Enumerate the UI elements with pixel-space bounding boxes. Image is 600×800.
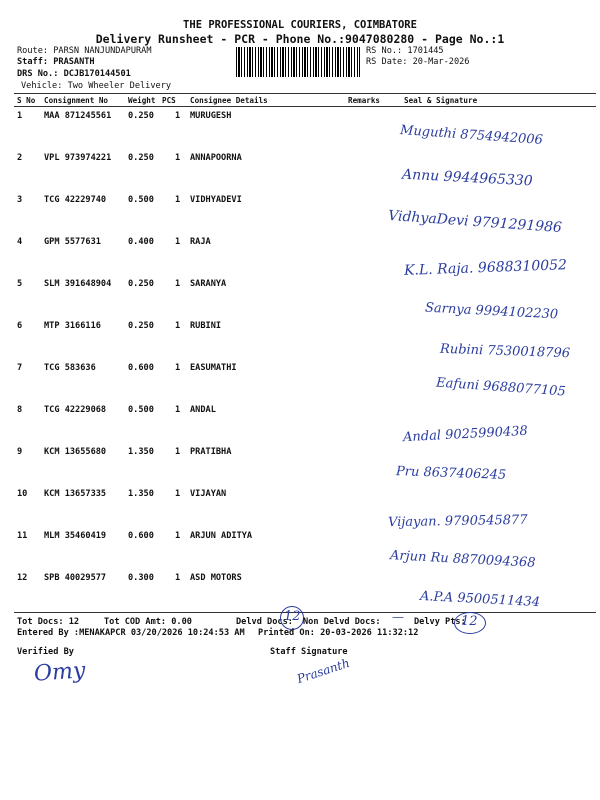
handwritten-signature: Rubini 7530018796	[439, 341, 571, 362]
handwritten-signature: Arjun Ru 8870094368	[389, 548, 536, 571]
header-bottom-rule	[14, 106, 596, 107]
row-consignment: TCG 583636	[44, 363, 96, 373]
row-consignee: SARANYA	[190, 279, 227, 289]
row-pcs: 1	[175, 153, 181, 163]
entered-by: Entered By :MENAKAPCR 03/20/2026 10:24:53 AM	[17, 628, 245, 638]
col-consignee: Consignee Details	[190, 96, 268, 105]
non-delivered-docs-handwritten: —	[392, 610, 404, 624]
handwritten-signature: Andal 9025990438	[402, 423, 529, 446]
row-consignee: ASD MOTORS	[190, 573, 242, 583]
row-weight: 0.250	[128, 153, 154, 163]
col-weight: Weight	[128, 96, 156, 105]
row-weight: 0.300	[128, 573, 154, 583]
handwritten-signature: K.L. Raja. 9688310052	[403, 257, 568, 279]
table-row	[0, 447, 600, 489]
handwritten-signature: Muguthi 8754942006	[399, 123, 544, 148]
row-pcs: 1	[175, 279, 181, 289]
row-weight: 0.250	[128, 321, 154, 331]
company-name: THE PROFESSIONAL COURIERS, COIMBATORE	[183, 19, 417, 31]
row-pcs: 1	[175, 405, 181, 415]
row-pcs: 1	[175, 363, 181, 373]
row-consignment: MTP 3166116	[44, 321, 101, 331]
row-sno: 1	[17, 111, 23, 121]
handwritten-signature: Eafuni 9688077105	[435, 375, 567, 400]
row-consignee: VIDHYADEVI	[190, 195, 242, 205]
row-sno: 2	[17, 153, 23, 163]
row-consignee: PRATIBHA	[190, 447, 232, 457]
row-consignee: ARJUN ADITYA	[190, 531, 253, 541]
rs-number: RS No.: 1701445	[366, 46, 444, 56]
row-weight: 0.400	[128, 237, 154, 247]
staff-signature-label: Staff Signature	[270, 647, 348, 657]
row-consignment: KCM 13657335	[44, 489, 107, 499]
printed-on: Printed On: 20-03-2026 11:32:12	[258, 628, 419, 638]
row-consignee: EASUMATHI	[190, 363, 237, 373]
delivered-docs-handwritten: 12	[284, 609, 301, 624]
row-consignment: KCM 13655680	[44, 447, 107, 457]
row-consignee: MURUGESH	[190, 111, 232, 121]
barcode	[236, 47, 360, 77]
row-sno: 4	[17, 237, 23, 247]
row-pcs: 1	[175, 111, 181, 121]
row-weight: 0.250	[128, 279, 154, 289]
row-consignment: TCG 42229740	[44, 195, 107, 205]
drs-number: DRS No.: DCJB170144501	[17, 69, 131, 79]
row-pcs: 1	[175, 573, 181, 583]
verified-by-label: Verified By	[17, 647, 74, 657]
handwritten-signature: Pru 8637406245	[395, 464, 507, 483]
row-sno: 12	[17, 573, 28, 583]
row-consignee: VIJAYAN	[190, 489, 227, 499]
row-consignment: TCG 42229068	[44, 405, 107, 415]
non-delivered-docs-label: Non Delvd Docs:	[303, 617, 381, 627]
row-consignee: ANDAL	[190, 405, 216, 415]
header-top-rule	[14, 93, 596, 94]
col-pcs: PCS	[162, 96, 176, 105]
col-consignment: Consignment No	[44, 96, 109, 105]
row-weight: 0.600	[128, 363, 154, 373]
handwritten-signature: A.P.A 9500511434	[419, 588, 541, 611]
row-pcs: 1	[175, 321, 181, 331]
delivered-docs-label: Delvd Docs:	[236, 617, 293, 627]
runsheet-title: Delivery Runsheet - PCR - Phone No.:9047080280 - Page No.:1	[95, 32, 505, 46]
row-consignment: SLM 391648904	[44, 279, 112, 289]
staff-signature: Prasanth	[295, 655, 352, 687]
row-sno: 7	[17, 363, 23, 373]
row-sno: 9	[17, 447, 23, 457]
handwritten-signature: Vijayan. 9790545877	[387, 512, 528, 531]
row-sno: 6	[17, 321, 23, 331]
footer-rule	[14, 612, 596, 613]
staff: Staff: PRASANTH	[17, 57, 95, 67]
row-pcs: 1	[175, 447, 181, 457]
rs-date: RS Date: 20-Mar-2026	[366, 57, 470, 67]
row-weight: 0.500	[128, 195, 154, 205]
col-remarks: Remarks	[348, 96, 381, 105]
total-docs: Tot Docs: 12	[17, 617, 80, 627]
total-cod-amount: Tot COD Amt: 0.00	[104, 617, 192, 627]
vehicle: Vehicle: Two Wheeler Delivery	[21, 81, 172, 91]
row-pcs: 1	[175, 489, 181, 499]
col-sno: S No	[17, 96, 36, 105]
handwritten-signature: Sarnya 9994102230	[424, 300, 559, 323]
row-weight: 0.600	[128, 531, 154, 541]
row-weight: 1.350	[128, 447, 154, 457]
row-pcs: 1	[175, 237, 181, 247]
row-consignment: GPM 5577631	[44, 237, 101, 247]
delivery-points-handwritten: 12	[461, 614, 478, 629]
row-weight: 1.350	[128, 489, 154, 499]
col-seal-signature: Seal & Signature	[404, 96, 478, 105]
verified-by-signature: Omy	[33, 658, 87, 687]
row-sno: 10	[17, 489, 28, 499]
row-weight: 0.500	[128, 405, 154, 415]
row-consignee: ANNAPOORNA	[190, 153, 242, 163]
handwritten-signature: Annu 9944965330	[401, 166, 534, 190]
route: Route: PARSN NANJUNDAPURAM	[17, 46, 152, 56]
delivery-points-label: Delvy Pts:	[414, 617, 466, 627]
row-consignment: MLM 35460419	[44, 531, 107, 541]
row-weight: 0.250	[128, 111, 154, 121]
row-sno: 3	[17, 195, 23, 205]
row-consignee: RAJA	[190, 237, 211, 247]
row-consignee: RUBINI	[190, 321, 222, 331]
row-consignment: MAA 871245561	[44, 111, 112, 121]
row-consignment: VPL 973974221	[44, 153, 112, 163]
row-sno: 8	[17, 405, 23, 415]
handwritten-signature: VidhyaDevi 9791291986	[387, 207, 563, 237]
row-pcs: 1	[175, 195, 181, 205]
row-pcs: 1	[175, 531, 181, 541]
row-consignment: SPB 40029577	[44, 573, 107, 583]
row-sno: 5	[17, 279, 23, 289]
row-sno: 11	[17, 531, 28, 541]
